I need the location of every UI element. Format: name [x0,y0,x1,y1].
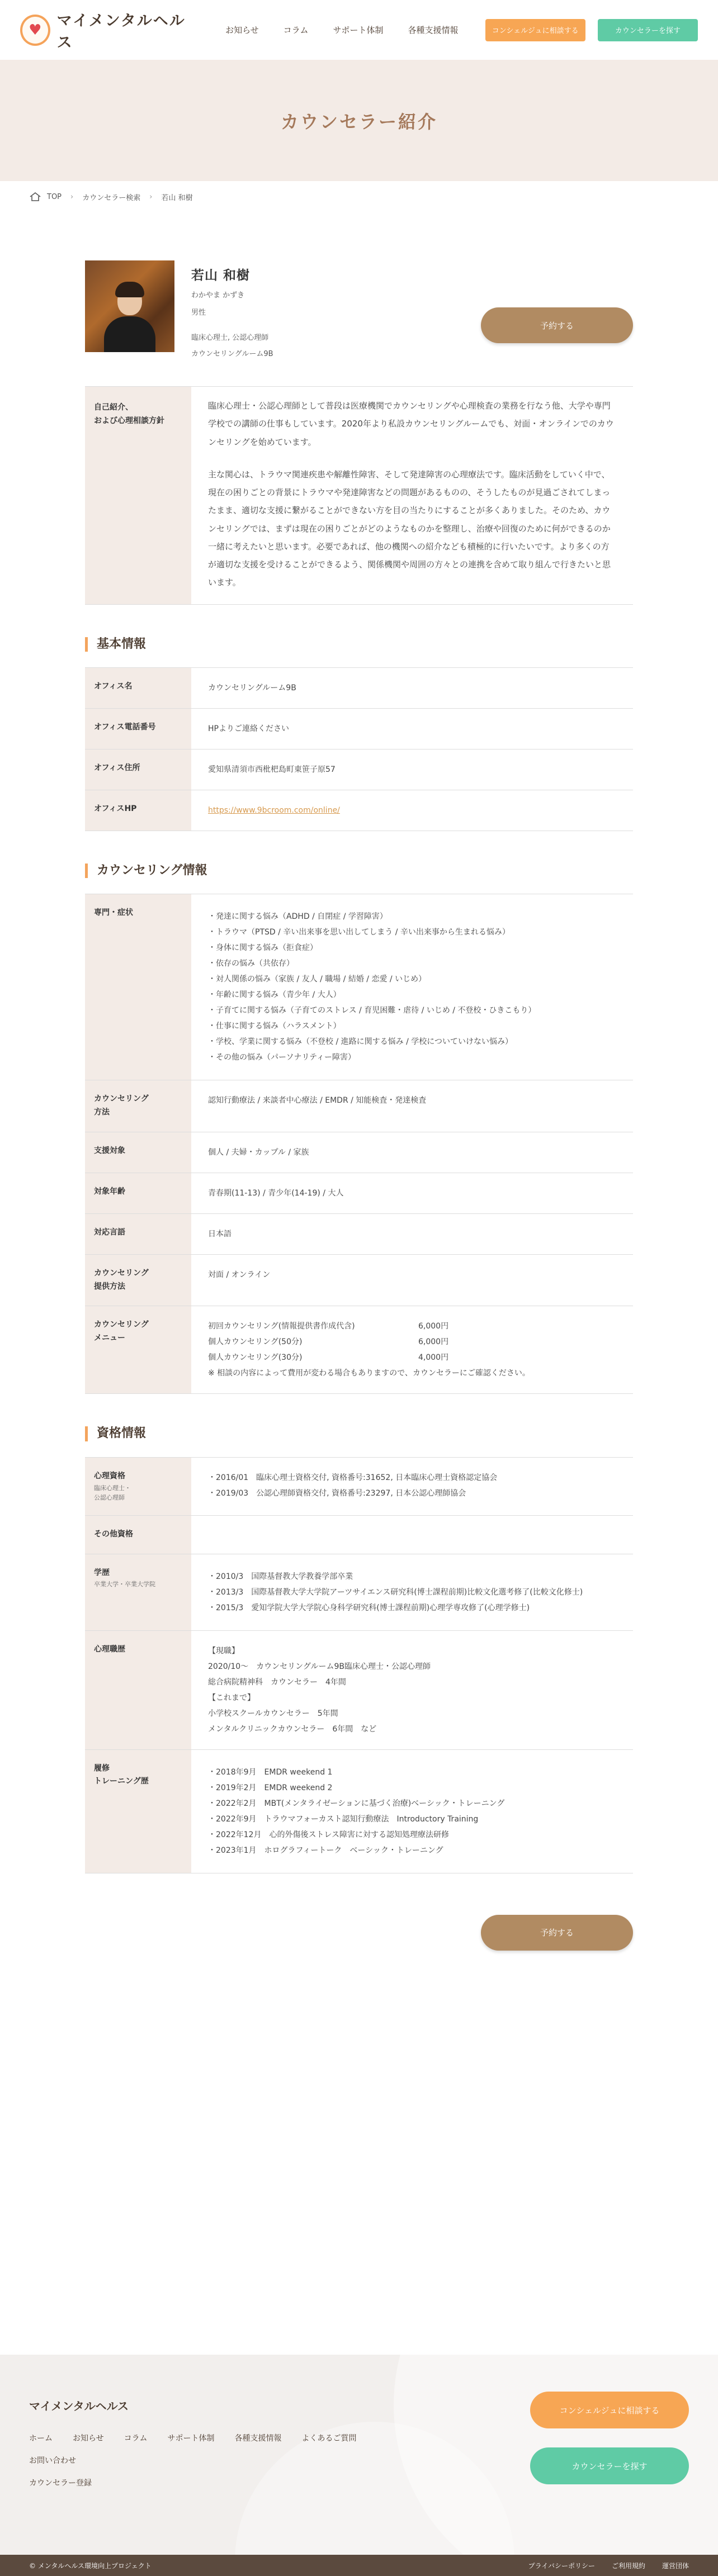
menu-item: 初回カウンセリング(情報提供書作成代含) 6,000円 [208,1322,449,1331]
footer-link-register[interactable]: カウンセラー登録 [29,2479,92,2488]
delivery-format: 対面 / オンライン [191,1254,633,1306]
header-find-counselor-button[interactable]: カウンセラーを探す [598,19,698,41]
specialty-item: ・対人関係の悩み（家族 / 友人 / 職場 / 結婚 / 恋愛 / いじめ） [208,975,427,984]
career: 【現職】 2020/10〜 カウンセリングルーム9B臨床心理士・公認心理師 総合病院精神科 カウンセラー 4年間 【これまで】 小学校スクールカウンセラー 5年間 メンタルクリニックカウンセラー 6年間 など [191,1630,633,1749]
intro-table [85,386,633,605]
row-label: カウンセリング 方法 [85,1080,191,1132]
footer-concierge-button[interactable]: コンシェルジュに相談する [530,2392,689,2428]
row-label: オフィス電話番号 [85,708,191,749]
profile-info [191,260,273,358]
menu-list [191,1306,633,1394]
specialty-list [191,894,633,1080]
footer-find-counselor-button[interactable]: カウンセラーを探す [530,2447,689,2484]
education: ・2010/3 国際基督教大学教養学部卒業 ・2013/3 国際基督教大学大学院アーツサイエンス研究科(博士課程前期)比較文化選考修了(比較文化修士) ・2015/3 愛知学院大学大学院心身科学研究科(博士課程前期)心理学専攻修了(心理学修士) [191,1554,633,1630]
counselor-profile [85,260,633,358]
row-label: オフィスHP [85,790,191,831]
section-title-qualifications: 資格情報 [85,1426,633,1441]
specialty-item: ・学校、学業に関する悩み（不登校 / 進路に関する悩み / 学校についていけない悩み） [208,1037,513,1047]
site-header [0,0,718,60]
breadcrumb-current: 若山 和樹 [161,193,193,202]
row-label: オフィス住所 [85,749,191,790]
target-age: 青春期(11-13) / 青少年(14-19) / 大人 [191,1173,633,1213]
footer-link-faq[interactable]: よくあるご質問 [301,2434,357,2443]
counseling-method: 認知行動療法 / 来談者中心療法 / EMDR / 知能検査・発達検査 [191,1080,633,1132]
specialty-item: ・仕事に関する悩み（ハラスメント） [208,1022,341,1031]
specialty-item: ・年齢に関する悩み（青少年 / 大人） [208,990,341,1000]
reserve-button[interactable]: 予約する [481,307,633,343]
footer-link-home[interactable]: ホーム [29,2434,53,2443]
qualification-table [85,1457,633,1873]
site-footer [0,2355,718,2555]
counselor-qualification: 臨床心理士, 公認心理師 [191,334,269,342]
specialty-item: ・トラウマ（PTSD / 辛い出来事を思い出してしまう / 辛い出来事から生まれる悩み） [208,928,510,937]
row-label: カウンセリング メニュー [85,1306,191,1394]
language: 日本語 [191,1213,633,1254]
training-history: ・2018年9月 EMDR weekend 1 ・2019年2月 EMDR weekend 2 ・2022年2月 MBT(メンタライゼーションに基づく治療)ベーシック・トレーニング ・2022年9月 トラウマフォーカスト認知行動療法 Introductory Training ・2022年12月 心的外傷後ストレス障害に対する認知処理療法研修 ・2023年1月 ホログラフィートーク ベーシック・トレーニング [191,1749,633,1873]
chevron-right-icon: › [70,192,74,201]
site-logo[interactable] [20,8,194,52]
nav-assistance-info[interactable]: 各種支援情報 [408,25,459,35]
nav-support[interactable]: サポート体制 [333,25,384,35]
menu-item: 個人カウンセリング(30分) 4,000円 [208,1353,449,1363]
row-label: 支援対象 [85,1132,191,1173]
footer-link-assistance[interactable]: 各種支援情報 [234,2434,282,2443]
row-label: オフィス名 [85,667,191,708]
global-nav [225,24,483,36]
counselor-kana: わかやま かずき [191,291,245,300]
other-qualifications [191,1515,633,1554]
page-title: カウンセラー紹介 [280,111,437,132]
row-label: 心理職歴 [85,1630,191,1749]
intro-body [191,387,633,605]
header-concierge-button[interactable]: コンシェルジュに相談する [485,19,585,41]
footer-link-news[interactable]: お知らせ [73,2434,104,2443]
specialty-item: ・その他の悩み（パーソナリティー障害） [208,1053,356,1062]
counselor-name: 若山 和樹 [191,268,251,283]
row-label: その他資格 [85,1515,191,1554]
support-target: 個人 / 夫婦・カップル / 家族 [191,1132,633,1173]
breadcrumb-search[interactable]: カウンセラー検索 [82,193,141,202]
chevron-right-icon: › [149,192,153,201]
section-title-counseling: カウンセリング情報 [85,864,633,878]
row-label: 対応言語 [85,1213,191,1254]
specialty-item: ・子育てに関する悩み（子育てのストレス / 育児困難・虐待 / いじめ / 不登校・ひきこもり） [208,1006,536,1016]
footer-links [29,2427,454,2494]
footer-link-contact[interactable]: お問い合わせ [29,2456,76,2465]
row-label: カウンセリング 提供方法 [85,1254,191,1306]
footer-link-column[interactable]: コラム [124,2434,148,2443]
specialty-item: ・発達に関する悩み（ADHD / 自閉症 / 学習障害） [208,912,388,922]
copyright-text: © メンタルヘルス環境向上プロジェクト [29,2561,152,2570]
counselor-office: カウンセリングルーム9B [191,350,273,358]
office-phone: HPよりご連絡ください [191,708,633,749]
intro-paragraph: 主な関心は、トラウマ関連疾患や解離性障害、そして発達障害の心理療法です。臨床活動をしていく中で、現在の困りごとの背景にトラウマや発達障害などの問題があるものの、そうしたものが見過ごされてしまったまま、適切な支援に繋がることができない方を目の当たりにすることが多くありました。そのため、カウンセリングでは、まずは現在の困りごとがどのようなものかを整理し、治療や回復のために何ができるのか一緒に考えたいと思います。必要であれば、他の機関への紹介なども積極的に行いたいです。より多くの方が適切な支援を受けることができるよう、関係機関や周囲の方々との連携を含めて取り組んで行きたいと思います。 [208,469,611,588]
menu-note: ※ 相談の内容によって費用が変わる場合もありますので、カウンセラーにご確認ください。 [208,1369,530,1378]
row-label: 専門・症状 [85,894,191,1080]
psych-qualifications: ・2016/01 臨床心理士資格交付, 資格番号:31652, 日本臨床心理士資格認定協会 ・2019/03 公認心理師資格交付, 資格番号:23297, 日本公認心理師協会 [191,1457,633,1515]
basic-info-table [85,667,633,831]
counselor-photo [85,260,174,352]
terms-link[interactable]: ご利用規約 [611,2561,645,2570]
company-link[interactable]: 運営団体 [662,2561,689,2570]
breadcrumb-top[interactable]: TOP [47,192,62,201]
nav-news[interactable]: お知らせ [225,25,259,35]
main-content [85,260,633,1951]
row-label: 心理資格 臨床心理士・ 公認心理師 [85,1457,191,1515]
nav-column[interactable]: コラム [283,25,309,35]
heart-logo-icon: ♥ [20,15,50,46]
home-icon [29,192,41,202]
menu-item: 個人カウンセリング(50分) 6,000円 [208,1337,449,1347]
office-address: 愛知県清須市西枇杷島町東笹子原57 [191,749,633,790]
breadcrumb [0,181,718,212]
counselor-gender: 男性 [191,309,206,317]
counseling-info-table [85,894,633,1394]
intro-paragraph: 臨床心理士・公認心理師として普段は医療機関でカウンセリングや心理検査の業務を行なう他、大学や専門学校での講師の仕事もしています。2020年より私設カウンセリングルームでも、対面・オンラインでのカウンセリングを始めています。 [208,401,614,447]
office-name: カウンセリングルーム9B [191,667,633,708]
specialty-item: ・身体に関する悩み（拒食症） [208,943,318,953]
footer-link-support[interactable]: サポート体制 [167,2434,215,2443]
privacy-link[interactable]: プライバシーポリシー [528,2561,595,2570]
specialty-item: ・依存の悩み（共依存） [208,959,294,969]
section-title-basic: 基本情報 [85,637,633,652]
footer-title: マイメンタルヘルス [29,2399,129,2413]
row-label: 履修 トレーニング歴 [85,1749,191,1873]
row-label: 対象年齢 [85,1173,191,1213]
logo-text: マイメンタルヘルス [56,12,186,51]
row-label: 学歴 卒業大学・卒業大学院 [85,1554,191,1630]
copyright-bar [0,2555,718,2576]
reserve-button-bottom[interactable]: 予約する [481,1915,633,1951]
page-hero [0,60,718,181]
intro-label: 自己紹介、 および心理相談方針 [85,387,191,605]
office-hp-link[interactable]: https://www.9bcroom.com/online/ [208,805,340,815]
